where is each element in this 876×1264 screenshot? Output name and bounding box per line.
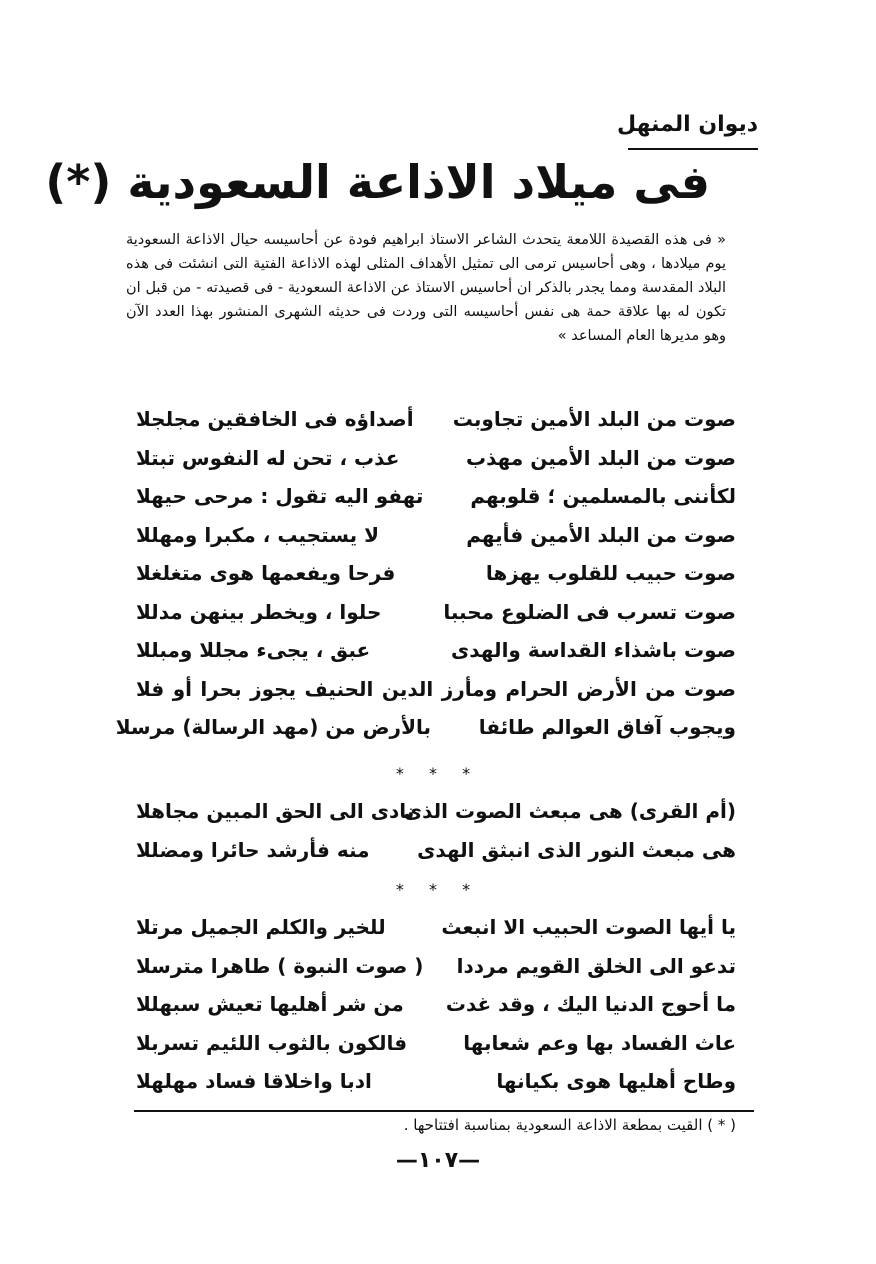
verse-first-hemistich: ويجوب آفاق العوالم طائفا: [478, 715, 736, 739]
poem-title: فى ميلاد الاذاعة السعودية (*): [45, 155, 710, 209]
verse-second-hemistich: أصداؤه فى الخافقين مجلجلا: [136, 407, 414, 431]
verse-first-hemistich: صوت من البلد الأمين مهذب: [466, 445, 736, 470]
stanza-1: [115, 400, 736, 747]
verse-first-hemistich: يا أيها الصوت الحبيب الا انبعث: [441, 915, 736, 939]
verse-first-hemistich: صوت تسرب فى الضلوع محببا: [443, 599, 736, 624]
verse-line: [136, 1024, 736, 1063]
verse-second-hemistich: تهفو اليه تقول : مرحى حيهلا: [136, 484, 424, 508]
verse-second-hemistich: حلوا ، ويخطر بينهن مدللا: [136, 599, 382, 624]
verse-full-line: صوت من الأرض الحرام ومأرز الدين الحنيف يجوز بحرا أو فلا: [136, 676, 736, 701]
verse-line: [136, 400, 736, 439]
verse-line: [136, 477, 736, 516]
verse-second-hemistich: للخير والكلم الجميل مرتلا: [136, 915, 386, 939]
verse-second-hemistich: ادبا واخلاقا فساد مهلهلا: [136, 1069, 372, 1093]
stanza-separator: * * *: [395, 880, 481, 899]
verse-line: [136, 670, 736, 709]
verse-line: [115, 708, 736, 747]
stanza-2: [136, 792, 736, 869]
intro-paragraph: « فى هذه القصيدة اللامعة يتحدث الشاعر الاستاذ ابراهيم فودة عن أحاسيسه حيال الاذاعة السعودية يوم ميلادها ، وهى أحاسيس ترمى الى تمثيل الأهداف المثلى لهذه الاذاعة الفتية التى انشئت فى هذه البلاد المقدسة ومما يجدر بالذكر ان أحاسيس الاستاذ عن الاذاعة السعودية - فى قصيدته - من قبل ان تكون له بها علاقة حمة هى نفس أحاسيسه التى وردت فى حديثه الشهرى المنشور بهذا العدد الآن وهو مديرها العام المساعد »: [126, 232, 726, 344]
verse-line: [136, 439, 736, 478]
verse-line: [136, 593, 736, 632]
verse-second-hemistich: عبق ، يجىء مجللا ومبللا: [136, 638, 371, 662]
verse-line: [136, 947, 736, 986]
verse-line: [136, 1062, 736, 1101]
verse-first-hemistich: ما أحوج الدنيا اليك ، وقد غدت: [445, 992, 736, 1016]
verse-first-hemistich: وطاح أهليها هوى بكيانها: [496, 1069, 736, 1093]
verse-first-hemistich: صوت من البلد الأمين فأيهم: [466, 522, 736, 547]
header-underline: [628, 148, 758, 150]
verse-line: [136, 792, 736, 831]
verse-line: [136, 554, 736, 593]
verse-line: [136, 631, 736, 670]
verse-line: [136, 985, 736, 1024]
verse-second-hemistich: ( صوت النبوة ) طاهرا مترسلا: [136, 953, 424, 978]
verse-second-hemistich: نادى الى الحق المبين مجاهلا: [136, 799, 415, 823]
stanza-3: [136, 908, 736, 1101]
section-header: ديوان المنهل: [616, 112, 758, 137]
verse-first-hemistich: تدعو الى الخلق القويم مرددا: [456, 953, 736, 978]
page-number: —١٠٧—: [395, 1148, 481, 1173]
verse-first-hemistich: (أم القرى) هى مبعث الصوت الذى: [403, 799, 736, 823]
verse-second-hemistich: فالكون بالثوب اللئيم تسربلا: [136, 1030, 408, 1055]
verse-second-hemistich: من شر أهليها تعيش سبهللا: [136, 992, 404, 1016]
verse-first-hemistich: عاث الفساد بها وعم شعابها: [463, 1030, 736, 1055]
verse-first-hemistich: لكأننى بالمسلمين ؛ قلوبهم: [470, 484, 736, 508]
verse-second-hemistich: عذب ، تحن له النفوس تبتلا: [136, 445, 400, 470]
verse-line: [136, 516, 736, 555]
verse-first-hemistich: صوت حبيب للقلوب يهزها: [485, 561, 736, 585]
verse-second-hemistich: لا يستجيب ، مكبرا ومهللا: [136, 522, 379, 547]
verse-first-hemistich: هى مبعث النور الذى انبثق الهدى: [417, 837, 736, 862]
verse-first-hemistich: صوت من البلد الأمين تجاوبت: [452, 407, 736, 431]
stanza-separator: * * *: [395, 764, 481, 783]
verse-line: [136, 831, 736, 870]
verse-second-hemistich: بالأرض من (مهد الرسالة) مرسلا: [115, 715, 431, 739]
verse-line: [136, 908, 736, 947]
verse-first-hemistich: صوت باشذاء القداسة والهدى: [450, 638, 736, 662]
verse-second-hemistich: فرحا ويفعمها هوى متغلغلا: [136, 561, 396, 585]
verse-second-hemistich: منه فأرشد حائرا ومضللا: [136, 837, 370, 862]
footnote: ( * ) القيت بمطعة الاذاعة السعودية بمناسبة افتتاحها .: [403, 1116, 736, 1134]
